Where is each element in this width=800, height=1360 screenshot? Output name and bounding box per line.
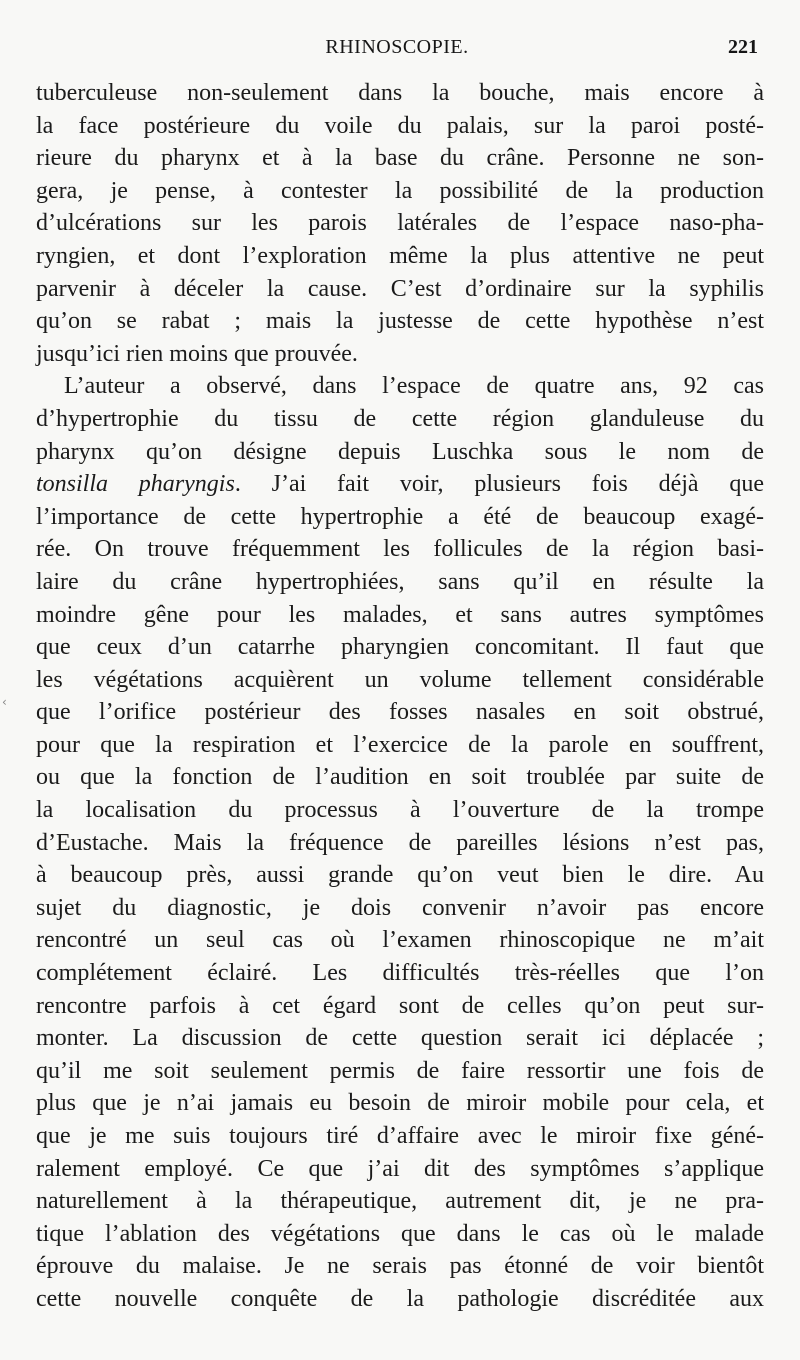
text-line: ou que la fonction de l’audition en soit troublée par suite de	[36, 764, 764, 791]
running-title: RHINOSCOPIE.	[325, 36, 469, 58]
text-line: ralement employé. Ce que j’ai dit des symptômes s’applique	[36, 1155, 764, 1182]
text-line-rest: . J’ai fait voir, plusieurs fois déjà que	[234, 471, 764, 498]
text-line: la face postérieure du voile du palais, sur la paroi posté-	[36, 112, 764, 139]
text-line: naturellement à la thérapeutique, autrement dit, je ne pra-	[36, 1188, 764, 1215]
text-line: sujet du diagnostic, je dois convenir n’avoir pas encore	[36, 894, 764, 921]
text-line: tuberculeuse non-seulement dans la bouche, mais encore à	[36, 80, 764, 106]
text-line: d’ulcérations sur les parois latérales de l’espace naso-pha-	[36, 210, 764, 237]
text-line: que l’orifice postérieur des fosses nasales en soit obstrué,	[36, 699, 764, 726]
text-line: qu’on se rabat ; mais la justesse de cette hypothèse n’est	[36, 308, 764, 335]
text-line: tique l’ablation des végétations que dans le cas où le malade	[36, 1220, 764, 1247]
page-number: 221	[728, 36, 758, 58]
text-line: monter. La discussion de cette question serait ici déplacée ;	[36, 1025, 764, 1052]
text-line: rencontré un seul cas où l’examen rhinoscopique ne m’ait	[36, 927, 764, 954]
text-line: que ceux d’un catarrhe pharyngien concomitant. Il faut que	[36, 634, 764, 661]
text-line: d’hypertrophie du tissu de cette région glanduleuse du	[36, 405, 764, 432]
text-line: jusqu’ici rien moins que prouvée.	[36, 340, 358, 367]
text-line: L’auteur a observé, dans l’espace de quatre ans, 92 cas	[64, 373, 764, 400]
text-line: l’importance de cette hypertrophie a été de beaucoup exagé-	[36, 503, 764, 530]
text-line: à beaucoup près, aussi grande qu’on veut bien le dire. Au	[36, 862, 764, 889]
text-line: qu’il me soit seulement permis de faire ressortir une fois de	[36, 1057, 764, 1084]
text-line: pharynx qu’on désigne depuis Luschka sous le nom de	[36, 438, 764, 465]
text-line: d’Eustache. Mais la fréquence de pareilles lésions n’est pas,	[36, 829, 764, 856]
margin-mark: ‹	[2, 695, 7, 709]
text-line: moindre gêne pour les malades, et sans autres symptômes	[36, 601, 764, 628]
text-line: rée. On trouve fréquemment les follicules de la région basi-	[36, 536, 764, 563]
latin-term: tonsilla pharyngis	[36, 471, 235, 498]
text-line: laire du crâne hypertrophiées, sans qu’il en résulte la	[36, 568, 764, 595]
text-line: pour que la respiration et l’exercice de la parole en souffrent,	[36, 731, 764, 758]
text-line: cette nouvelle conquête de la pathologie discréditée aux	[36, 1285, 764, 1312]
running-head	[36, 36, 758, 66]
text-line-italic	[36, 468, 764, 501]
text-line: la localisation du processus à l’ouverture de la trompe	[36, 797, 764, 824]
text-line: rieure du pharynx et à la base du crâne. Personne ne son-	[36, 145, 764, 172]
body-text	[36, 77, 764, 1316]
text-line: les végétations acquièrent un volume tellement considérable	[36, 666, 764, 693]
text-line: gera, je pense, à contester la possibilité de la production	[36, 177, 764, 204]
text-line: complétement éclairé. Les difficultés très-réelles que l’on	[36, 960, 764, 987]
text-line: éprouve du malaise. Je ne serais pas étonné de voir bientôt	[36, 1253, 764, 1280]
text-line: que je me suis toujours tiré d’affaire avec le miroir fixe géné-	[36, 1123, 764, 1149]
text-line: rencontre parfois à cet égard sont de celles qu’on peut sur-	[36, 992, 764, 1019]
text-line: parvenir à déceler la cause. C’est d’ordinaire sur la syphilis	[36, 275, 764, 302]
text-line: ryngien, et dont l’exploration même la plus attentive ne peut	[36, 242, 764, 269]
text-line: plus que je n’ai jamais eu besoin de miroir mobile pour cela, et	[36, 1090, 764, 1117]
